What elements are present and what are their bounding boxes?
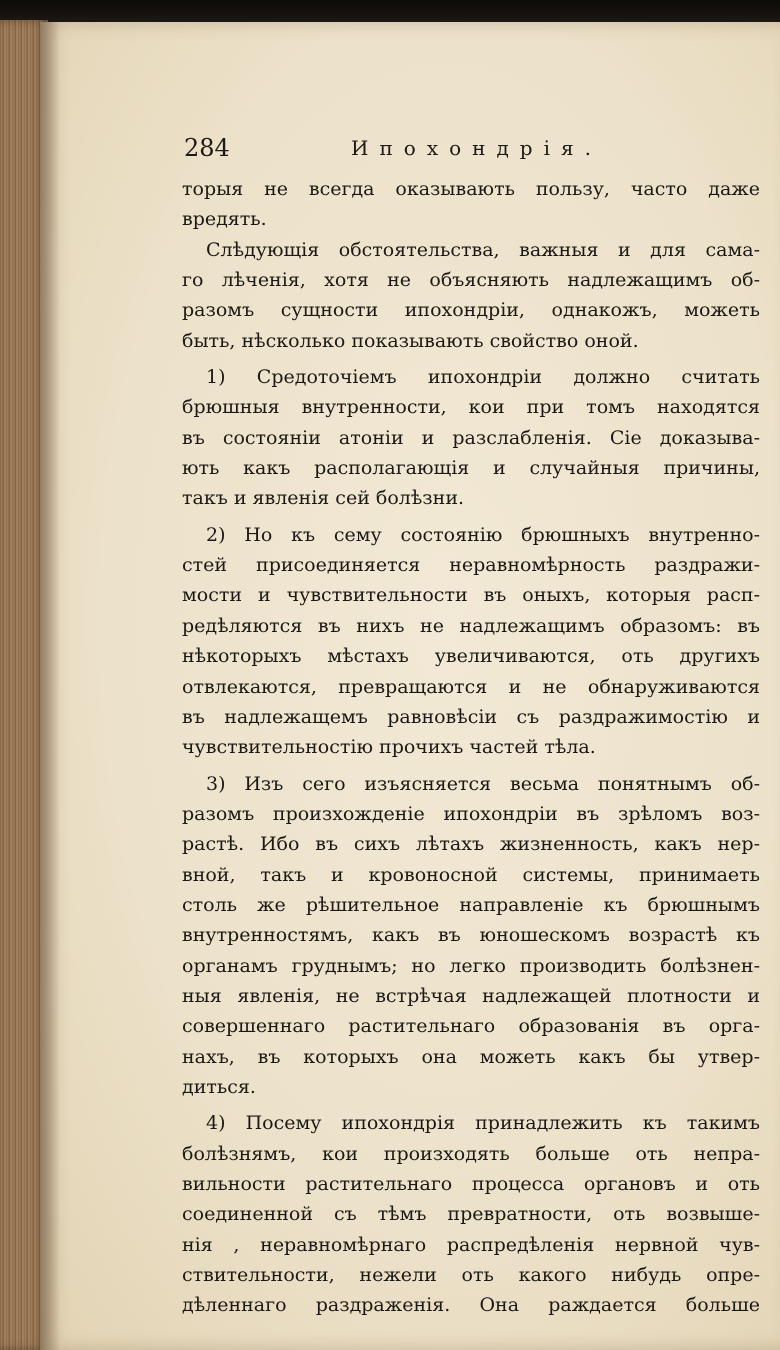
- text-line: вредять.: [182, 208, 267, 231]
- text-line: болѣзнямъ, кои произходять больше оть непра-: [182, 1142, 760, 1165]
- text-line: вной, такъ и кровоносной системы, принимаеть: [182, 863, 760, 886]
- text-line: го лѣченія, хотя не объясняють надлежащимъ об-: [182, 269, 760, 292]
- text-line: быть, нѣсколько показывають свойство оной.: [182, 329, 639, 352]
- text-line: 1) Средоточіемъ ипохондріи должно считать: [206, 366, 760, 389]
- text-line: внутренностямъ, какъ въ юношескомъ возрастѣ къ: [182, 924, 760, 947]
- text-line: вильности растительнаго процесса органовъ и оть: [182, 1173, 760, 1195]
- text-line: разомъ сущности ипохондріи, однакожъ, можеть: [182, 299, 760, 322]
- page-number: 284: [184, 134, 230, 162]
- text-line: редѣляются въ нихъ не надлежащимъ образомъ: въ: [182, 614, 760, 637]
- text-line: разомъ произхожденіе ипохондріи въ зрѣломъ воз-: [182, 802, 760, 825]
- text-line: ють какъ располагающія и случайныя причины,: [182, 457, 760, 480]
- text-line: мости и чувствительности въ оныхъ, которыя расп-: [182, 584, 760, 607]
- text-line: 2) Но къ сему состоянію брюшныхъ внутренно-: [206, 523, 760, 546]
- text-line: нія , неравномѣрнаго распредѣленія нервной чув-: [182, 1233, 760, 1256]
- text-line: органамъ груднымъ; но легко производить болѣзнен-: [182, 954, 760, 977]
- text-line: 3) Изъ сего изъясняется весьма понятнымъ об-: [206, 772, 760, 795]
- paragraph: [182, 1108, 760, 1320]
- text-line: чувствительностію прочихъ частей тѣла.: [182, 736, 596, 759]
- text-line: Слѣдующія обстоятельства, важныя и для сама-: [206, 238, 760, 261]
- paragraph: [182, 174, 760, 235]
- paragraph: [182, 235, 760, 356]
- text-line: брюшныя внутренности, кои при томъ находятся: [182, 396, 760, 419]
- text-line: нахъ, въ которыхъ она можеть какъ бы утвер-: [182, 1045, 760, 1068]
- text-line: совершеннаго растительнаго образованія въ орга-: [182, 1015, 760, 1038]
- gutter-shadow: [40, 22, 60, 1350]
- text-line: стей присоединяется неравномѣрность раздражи-: [182, 554, 760, 577]
- running-title: Ипохондрія.: [351, 136, 602, 160]
- text-line: растѣ. Ибо въ сихъ лѣтахъ жизненность, какъ нер-: [182, 833, 760, 856]
- paragraph: [182, 520, 760, 763]
- text-line: ныя явленія, не встрѣчая надлежащей плотности и: [182, 984, 760, 1007]
- text-line: нѣкоторыхъ мѣстахъ увеличиваются, оть другихъ: [182, 645, 760, 668]
- text-line: 4) Посему ипохондрія принадлежить къ такимъ: [206, 1112, 760, 1135]
- text-line: такъ и явленія сей болѣзни.: [182, 487, 465, 510]
- text-line: въ состояніи атоніи и разслабленія. Сіе доказыва-: [182, 426, 760, 449]
- text-line: торыя не всегда оказывають пользу, часто даже: [182, 178, 760, 200]
- paragraph: [182, 362, 760, 514]
- text-line: дѣленнаго раздраженія. Она раждается больше: [182, 1294, 760, 1317]
- page-header: [184, 134, 764, 168]
- text-line: соединенной съ тѣмъ превратности, оть возвыше-: [182, 1203, 760, 1226]
- body-text: [182, 174, 760, 1321]
- text-line: отвлекаются, превращаются и не обнаруживаются: [182, 675, 760, 698]
- text-line: ствительности, нежели оть какого нибудь опре-: [182, 1264, 760, 1287]
- paragraph: [182, 769, 760, 1103]
- text-line: диться.: [182, 1075, 256, 1098]
- text-line: столь же рѣшительное направленіе къ брюшнымъ: [182, 893, 760, 916]
- text-line: въ надлежащемъ равновѣсіи съ раздражимостію и: [182, 705, 760, 728]
